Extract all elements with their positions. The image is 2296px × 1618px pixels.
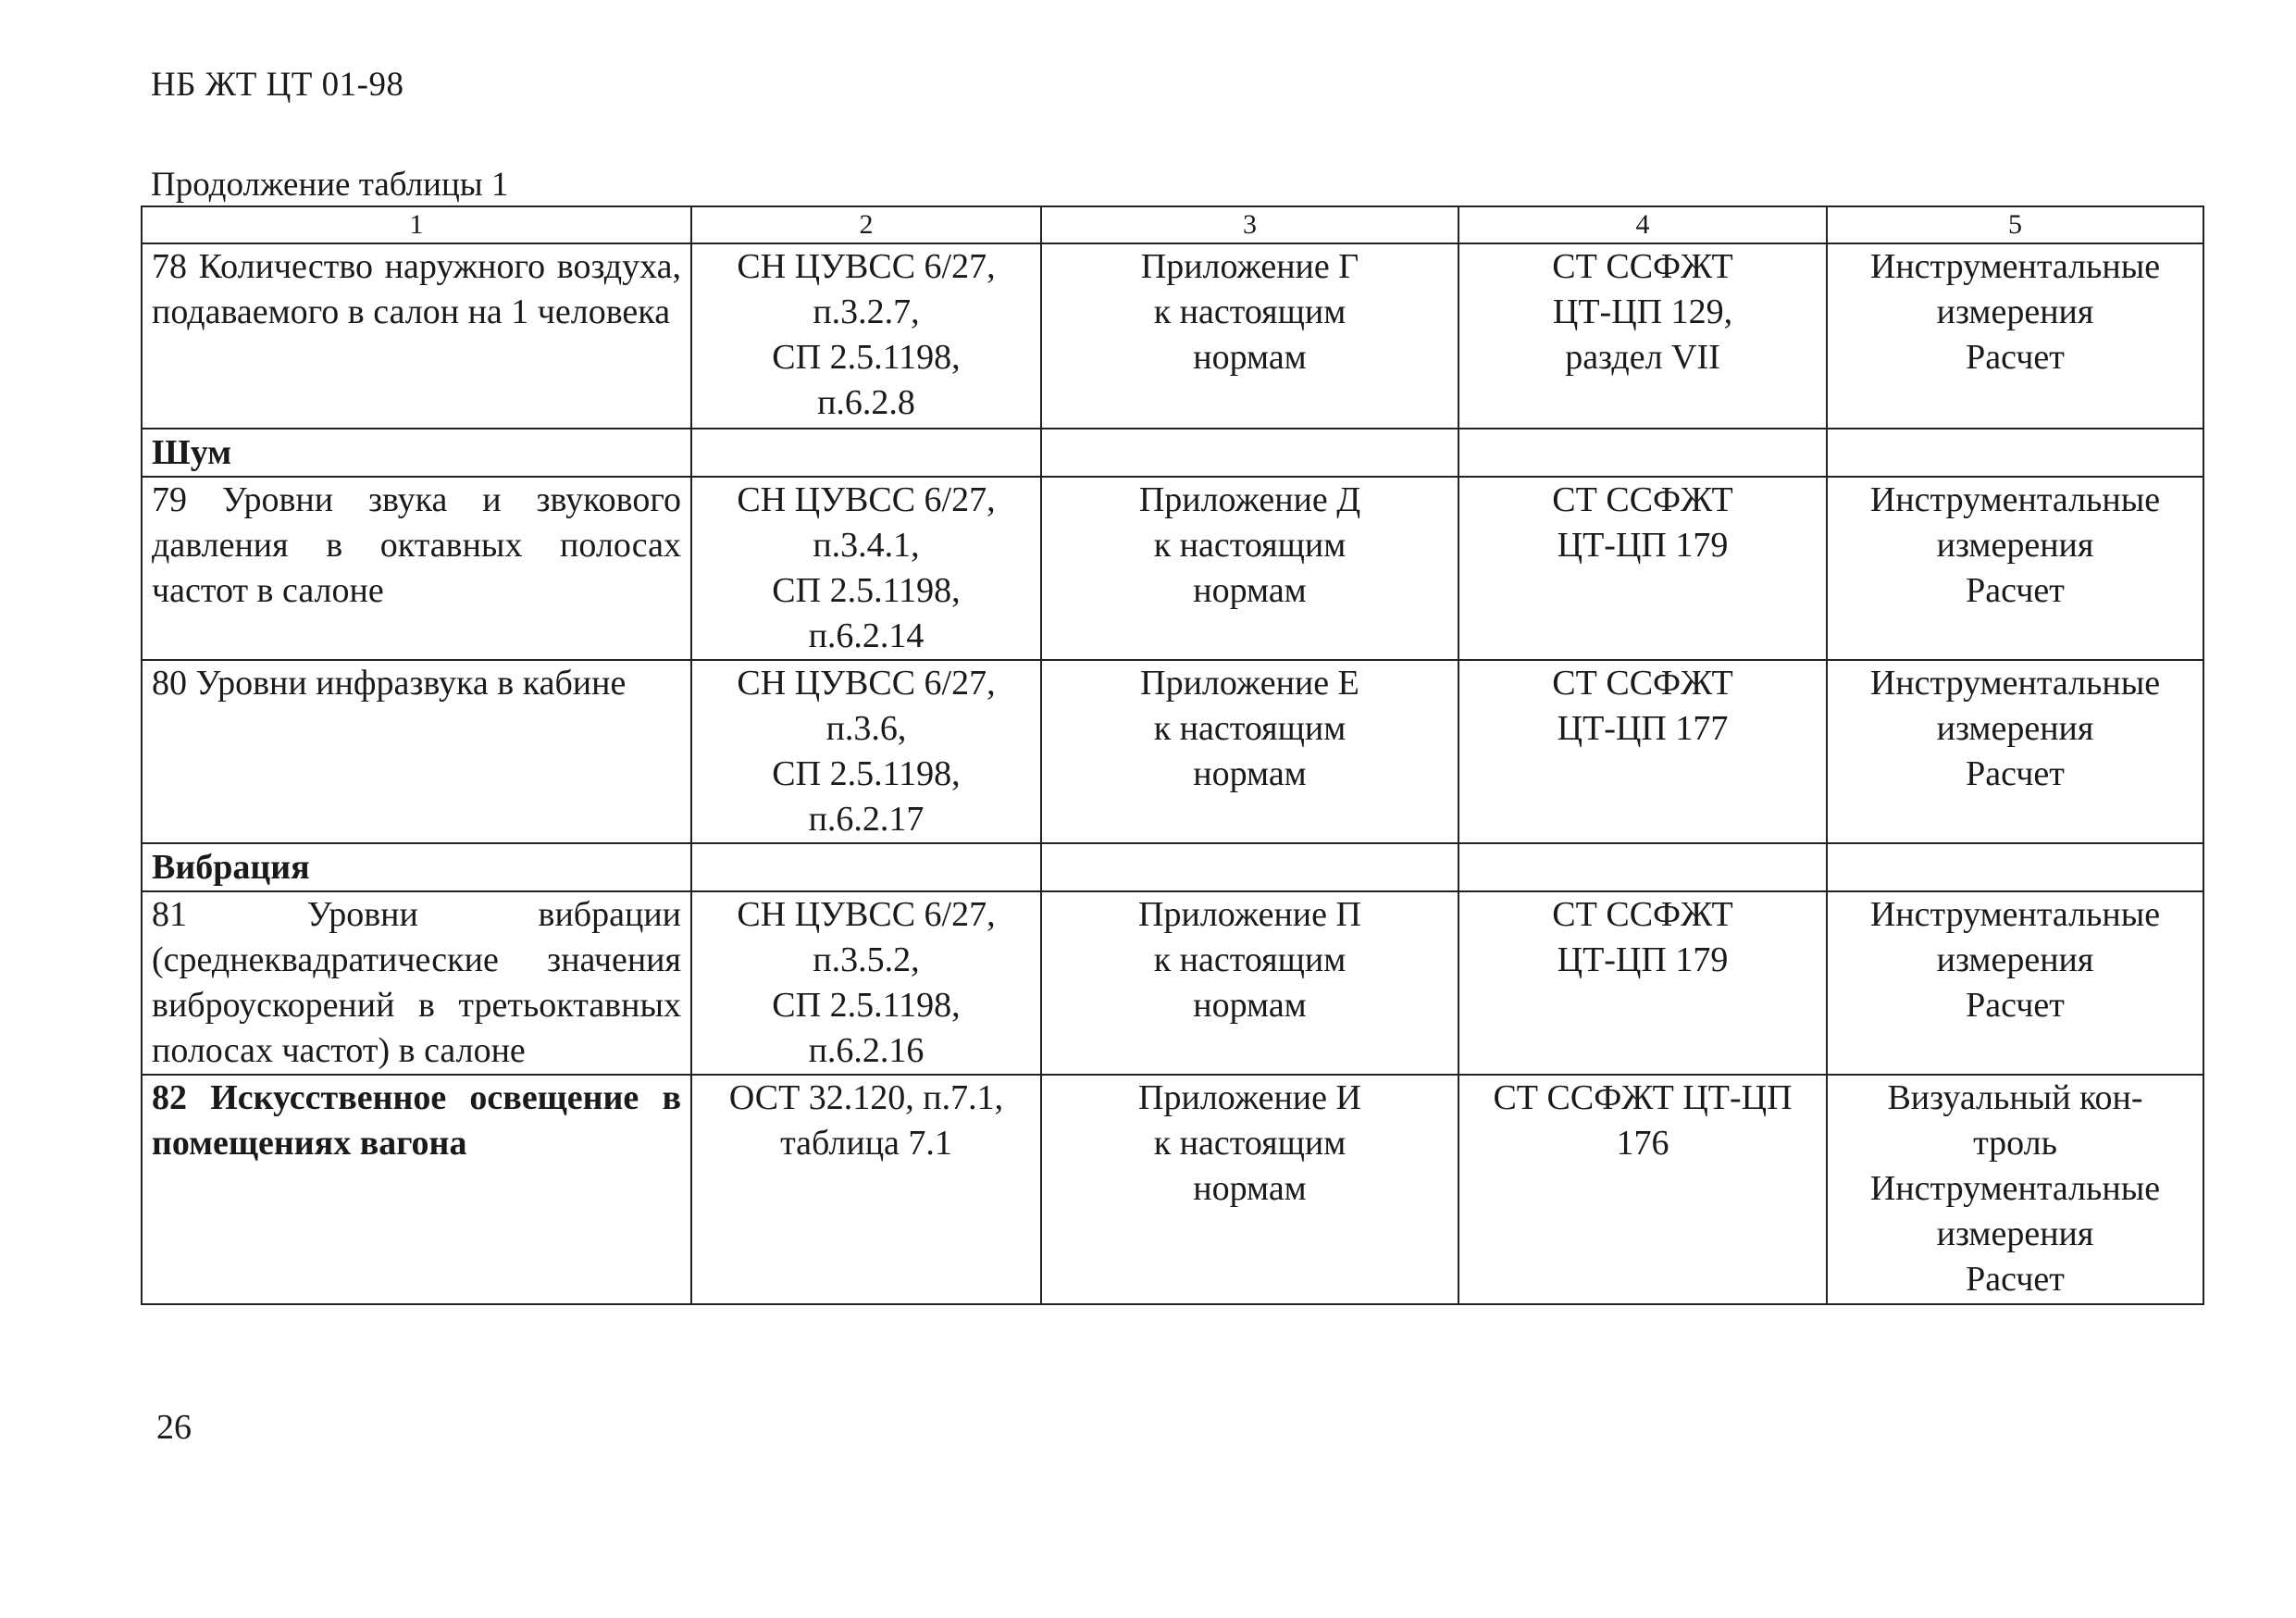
- appendix-reference: Приложение П к настоящим нормам: [1041, 891, 1458, 1075]
- standard-reference: СТ ССФЖТ ЦТ-ЦП 179: [1458, 477, 1827, 660]
- column-number: 5: [1827, 206, 2203, 243]
- regulation-reference: СН ЦУВСС 6/27, п.3.5.2, СП 2.5.1198, п.6.2.16: [691, 891, 1041, 1075]
- control-method: Инструментальные измерения Расчет: [1827, 660, 2203, 843]
- column-number: 3: [1041, 206, 1458, 243]
- section-row: [142, 429, 2203, 477]
- standard-reference: СТ ССФЖТ ЦТ-ЦП 129, раздел VII: [1458, 243, 1827, 429]
- document-code: НБ ЖТ ЦТ 01-98: [151, 66, 404, 104]
- table-row: [142, 1075, 2203, 1304]
- appendix-reference: Приложение Е к настоящим нормам: [1041, 660, 1458, 843]
- parameter-name: 82 Искусственное освещение в помещениях вагона: [142, 1075, 691, 1304]
- parameter-name: 81 Уровни вибрации (среднеквадратические значения виброускорений в третьоктавных полосах частот) в салоне: [142, 891, 691, 1075]
- control-method: Инструментальные измерения Расчет: [1827, 477, 2203, 660]
- regulation-reference: СН ЦУВСС 6/27, п.3.4.1, СП 2.5.1198, п.6.2.14: [691, 477, 1041, 660]
- section-row: [142, 843, 2203, 891]
- column-number: 4: [1458, 206, 1827, 243]
- regulation-reference: СН ЦУВСС 6/27, п.3.2.7, СП 2.5.1198, п.6.2.8: [691, 243, 1041, 429]
- table-row: [142, 660, 2203, 843]
- norms-table: [141, 205, 2204, 1305]
- parameter-name: 80 Уровни инфразвука в кабине: [142, 660, 691, 843]
- standard-reference: СТ ССФЖТ ЦТ-ЦП 176: [1458, 1075, 1827, 1304]
- table-row: [142, 891, 2203, 1075]
- table-row: [142, 243, 2203, 429]
- column-number-row: [142, 206, 2203, 243]
- appendix-reference: Приложение Г к настоящим нормам: [1041, 243, 1458, 429]
- appendix-reference: Приложение И к настоящим нормам: [1041, 1075, 1458, 1304]
- section-title: Вибрация: [142, 843, 691, 891]
- page-number: 26: [156, 1408, 192, 1447]
- appendix-reference: Приложение Д к настоящим нормам: [1041, 477, 1458, 660]
- parameter-name: 79 Уровни звука и звукового давления в октавных полосах частот в салоне: [142, 477, 691, 660]
- section-title: Шум: [142, 429, 691, 477]
- column-number: 1: [142, 206, 691, 243]
- table-caption: Продолжение таблицы 1: [151, 166, 509, 204]
- control-method: Инструментальные измерения Расчет: [1827, 891, 2203, 1075]
- standard-reference: СТ ССФЖТ ЦТ-ЦП 179: [1458, 891, 1827, 1075]
- regulation-reference: ОСТ 32.120, п.7.1, таблица 7.1: [691, 1075, 1041, 1304]
- standard-reference: СТ ССФЖТ ЦТ-ЦП 177: [1458, 660, 1827, 843]
- control-method: Визуальный кон- троль Инструментальные измерения Расчет: [1827, 1075, 2203, 1304]
- column-number: 2: [691, 206, 1041, 243]
- parameter-name: 78 Количество наружного воздуха, подаваемого в салон на 1 человека: [142, 243, 691, 429]
- regulation-reference: СН ЦУВСС 6/27, п.3.6, СП 2.5.1198, п.6.2.17: [691, 660, 1041, 843]
- control-method: Инструментальные измерения Расчет: [1827, 243, 2203, 429]
- table-row: [142, 477, 2203, 660]
